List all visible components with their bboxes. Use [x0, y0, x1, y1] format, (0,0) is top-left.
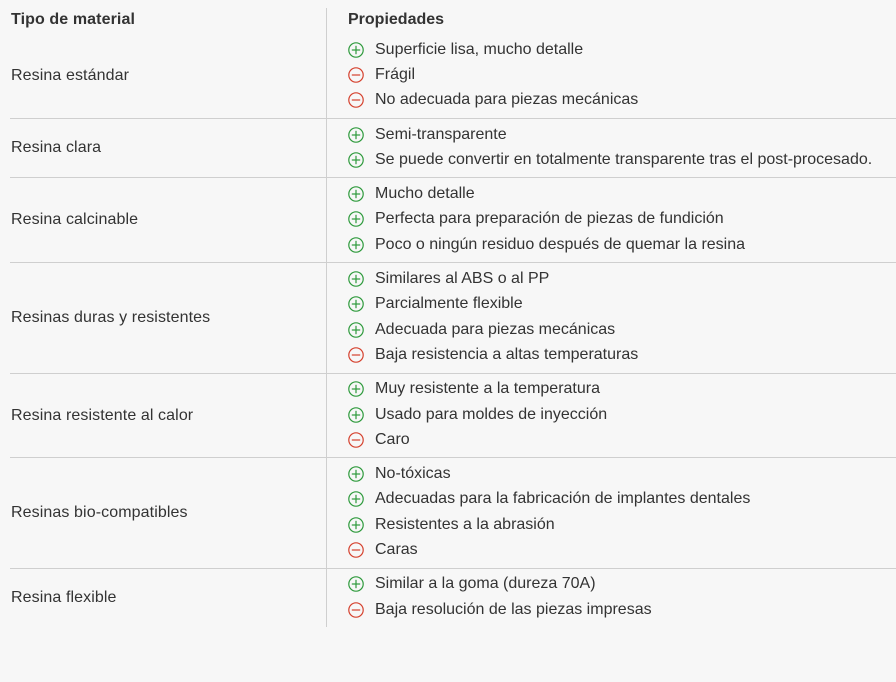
minus-circle-icon: [348, 542, 364, 558]
property-text: Baja resistencia a altas temperaturas: [375, 345, 639, 363]
pro-item: [348, 232, 896, 257]
pro-item: [348, 377, 896, 402]
pro-item: [348, 461, 896, 486]
pro-item: [348, 402, 896, 427]
con-item: [348, 62, 896, 87]
pro-item: [348, 572, 896, 597]
property-text: Frágil: [375, 65, 416, 83]
properties-cell: [327, 34, 896, 118]
property-text: No-tóxicas: [375, 465, 451, 483]
con-item: [348, 427, 896, 452]
plus-circle-icon: [348, 152, 364, 168]
materials-table: [11, 8, 896, 627]
pro-item: [348, 266, 896, 291]
table-row: [10, 178, 896, 263]
table-row: [10, 119, 896, 179]
pro-item: [348, 487, 896, 512]
property-text: Baja resolución de las piezas impresas: [375, 600, 652, 618]
plus-circle-icon: [348, 296, 364, 312]
property-text: Adecuadas para la fabricación de implantes dentales: [375, 490, 751, 508]
plus-circle-icon: [348, 517, 364, 533]
property-text: Similar a la goma (dureza 70A): [375, 575, 596, 593]
minus-circle-icon: [348, 92, 364, 108]
property-text: Adecuada para piezas mecánicas: [375, 320, 616, 338]
minus-circle-icon: [348, 67, 364, 83]
pro-item: [348, 292, 896, 317]
plus-circle-icon: [348, 576, 364, 592]
pro-item: [348, 122, 896, 147]
plus-circle-icon: [348, 271, 364, 287]
plus-circle-icon: [348, 322, 364, 338]
property-text: No adecuada para piezas mecánicas: [375, 91, 639, 109]
plus-circle-icon: [348, 42, 364, 58]
minus-circle-icon: [348, 602, 364, 618]
properties-cell: [327, 458, 896, 567]
minus-circle-icon: [348, 347, 364, 363]
properties-cell: [327, 119, 896, 178]
minus-circle-icon: [348, 432, 364, 448]
pro-item: [348, 207, 896, 232]
plus-circle-icon: [348, 127, 364, 143]
property-text: Perfecta para preparación de piezas de fundición: [375, 210, 724, 228]
plus-circle-icon: [348, 491, 364, 507]
pro-item: [348, 37, 896, 62]
pro-item: [348, 147, 896, 172]
con-item: [348, 597, 896, 622]
plus-circle-icon: [348, 407, 364, 423]
property-text: Superficie lisa, mucho detalle: [375, 40, 584, 58]
pro-item: [348, 512, 896, 537]
property-text: Parcialmente flexible: [375, 295, 523, 313]
material-type-cell: Resina estándar: [11, 34, 327, 118]
plus-circle-icon: [348, 466, 364, 482]
property-text: Resistentes a la abrasión: [375, 515, 555, 533]
property-text: Poco o ningún residuo después de quemar la resina: [375, 235, 746, 253]
table-row: [10, 458, 896, 568]
property-text: Se puede convertir en totalmente transparente tras el post-procesado.: [375, 150, 873, 168]
con-item: [348, 537, 896, 562]
property-text: Usado para moldes de inyección: [375, 405, 608, 423]
material-type-cell: Resina calcinable: [11, 178, 327, 262]
con-item: [348, 88, 896, 113]
table-row: [10, 569, 896, 628]
table-header: [11, 8, 896, 34]
con-item: [348, 342, 896, 367]
property-text: Semi-transparente: [375, 125, 507, 143]
plus-circle-icon: [348, 381, 364, 397]
plus-circle-icon: [348, 237, 364, 253]
table-row: [10, 34, 896, 119]
properties-cell: [327, 569, 896, 628]
pro-item: [348, 181, 896, 206]
property-text: Mucho detalle: [375, 185, 475, 203]
plus-circle-icon: [348, 186, 364, 202]
material-type-cell: Resinas bio-compatibles: [11, 458, 327, 567]
properties-cell: [327, 374, 896, 458]
property-text: Caro: [375, 430, 410, 448]
material-type-cell: Resinas duras y resistentes: [11, 263, 327, 372]
property-text: Caras: [375, 540, 418, 558]
pro-item: [348, 317, 896, 342]
property-text: Muy resistente a la temperatura: [375, 380, 600, 398]
header-material-type: Tipo de material: [11, 8, 327, 34]
table-row: [10, 374, 896, 459]
table-body: [11, 34, 896, 627]
material-type-cell: Resina flexible: [11, 569, 327, 628]
material-type-cell: Resina resistente al calor: [11, 374, 327, 458]
property-text: Similares al ABS o al PP: [375, 270, 550, 288]
header-properties: Propiedades: [348, 11, 445, 28]
table-row: [10, 263, 896, 373]
material-type-cell: Resina clara: [11, 119, 327, 178]
properties-cell: [327, 178, 896, 262]
plus-circle-icon: [348, 211, 364, 227]
properties-cell: [327, 263, 896, 372]
